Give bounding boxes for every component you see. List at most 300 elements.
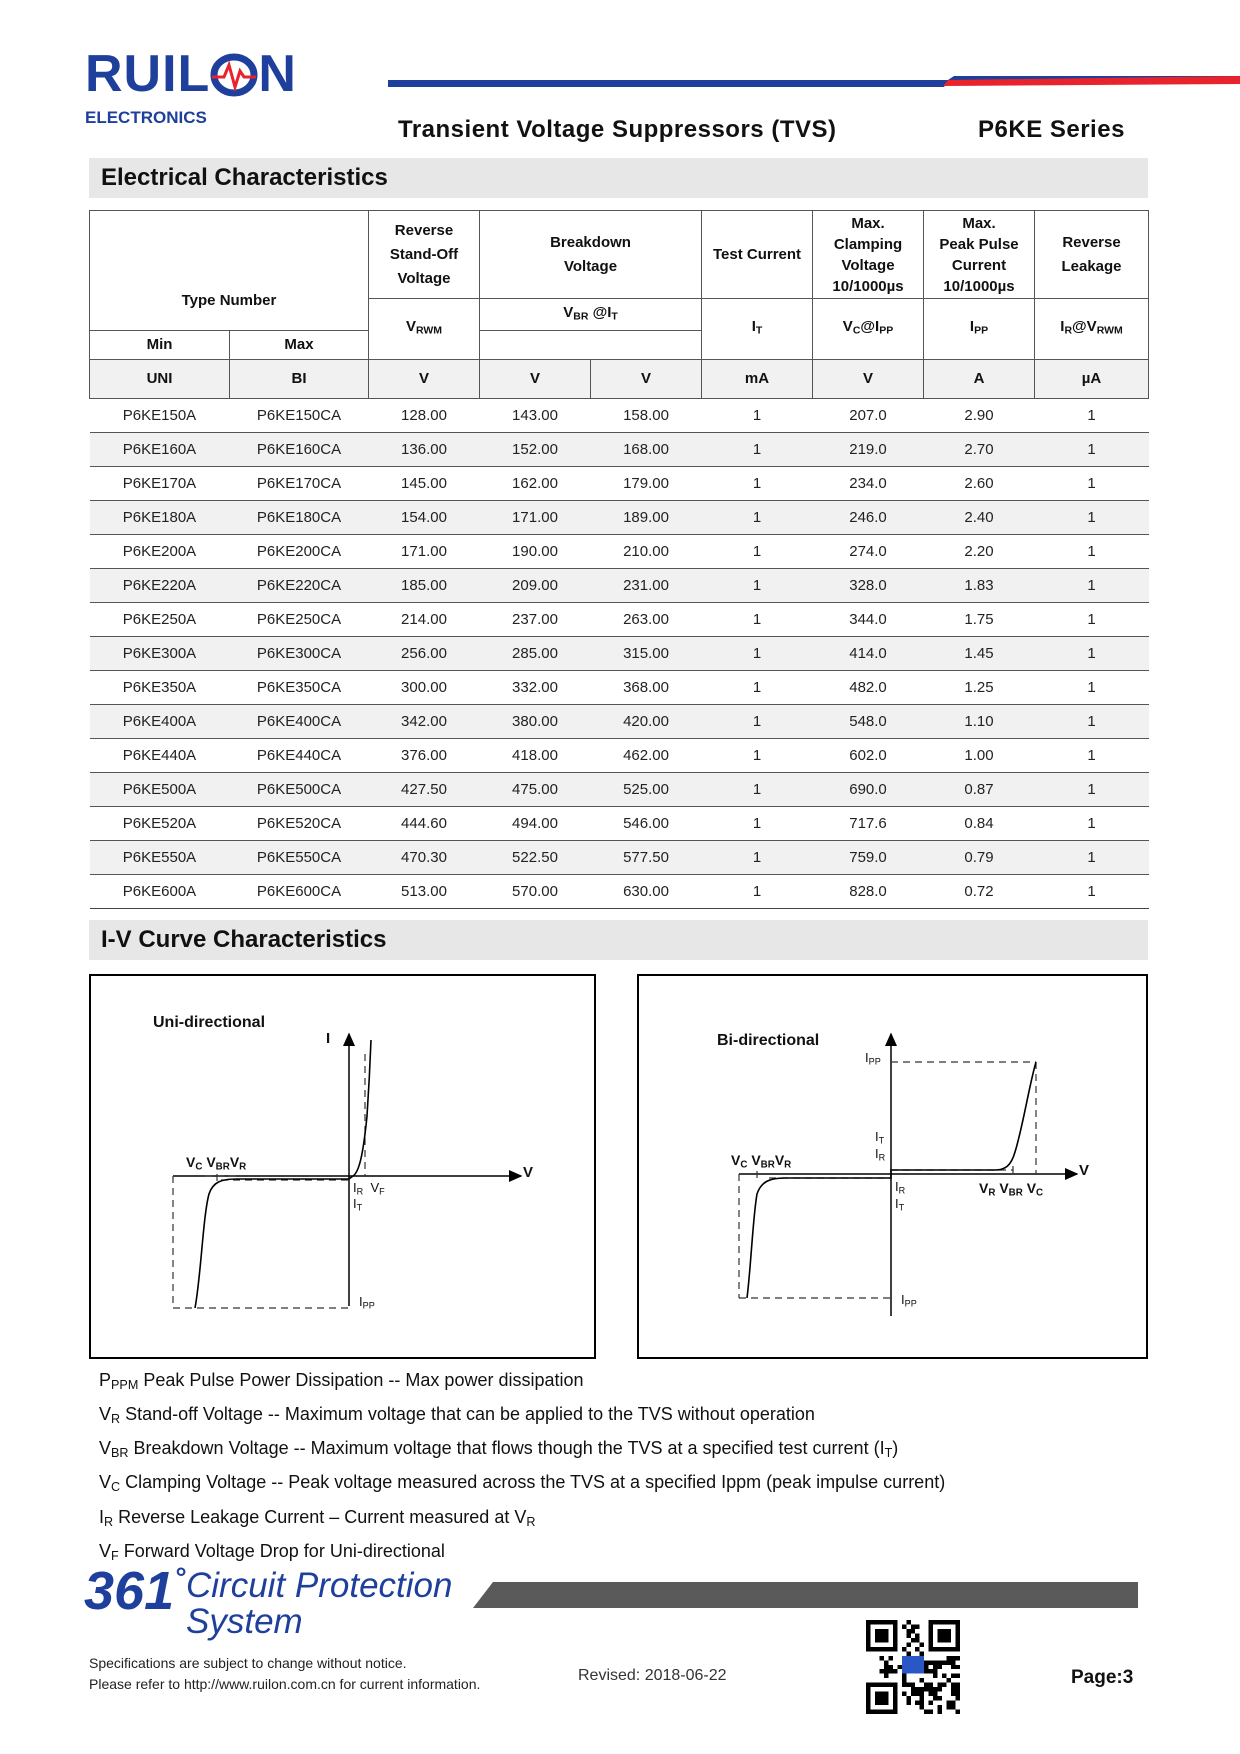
units-row xyxy=(90,360,1149,399)
bi-ir-sub: R xyxy=(898,1185,906,1196)
table-cell: 0.87 xyxy=(924,773,1035,807)
table-cell: 1 xyxy=(1035,773,1149,807)
table-cell: 274.0 xyxy=(813,535,924,569)
table-cell: P6KE250CA xyxy=(230,603,369,637)
uni-vr-sub: R xyxy=(239,1161,247,1173)
bi-vr: V xyxy=(774,1152,785,1168)
revised-date: Revised: 2018-06-22 xyxy=(578,1667,727,1684)
table-cell: 1 xyxy=(1035,501,1149,535)
h-cl-2: Clamping xyxy=(833,235,903,253)
table-cell: 0.72 xyxy=(924,875,1035,909)
bi-vbr-sub: BR xyxy=(760,1159,775,1171)
definition-text: Breakdown Voltage -- Maximum voltage that flows though the TVS at a specified test current ( xyxy=(128,1438,880,1459)
h-tc: Test Current xyxy=(712,245,802,263)
table-cell: 1.45 xyxy=(924,637,1035,671)
uni-vc-vbr-vr xyxy=(186,1154,246,1172)
table-cell: 231.00 xyxy=(591,569,702,603)
table-cell: 1 xyxy=(702,637,813,671)
table-cell: 168.00 xyxy=(591,433,702,467)
bi-ir: I xyxy=(895,1179,899,1194)
bi-it-sub: T xyxy=(898,1202,905,1213)
table-cell: 210.00 xyxy=(591,535,702,569)
footer-note xyxy=(89,1653,480,1695)
table-cell: 1 xyxy=(1035,841,1149,875)
bi-vc-right-sub: C xyxy=(1036,1187,1044,1199)
table-cell: 570.00 xyxy=(480,875,591,909)
table-cell: 171.00 xyxy=(480,501,591,535)
sym-ipp-main: I xyxy=(969,318,975,336)
table-cell: 470.30 xyxy=(369,841,480,875)
table-cell: 1 xyxy=(1035,705,1149,739)
table-cell: 1 xyxy=(1035,875,1149,909)
sym-ipp-sub: PP xyxy=(974,324,989,337)
table-cell: 1 xyxy=(702,807,813,841)
table-cell: P6KE170A xyxy=(90,467,230,501)
table-cell: P6KE150A xyxy=(90,399,230,433)
bi-vbr-right-sub: BR xyxy=(1008,1187,1023,1199)
bi-vr-right: V xyxy=(979,1180,989,1196)
table-cell: 344.0 xyxy=(813,603,924,637)
h-lk-1: Reverse xyxy=(1062,233,1121,251)
footer-note-line2: Please refer to http://www.ruilon.com.cn for current information. xyxy=(89,1676,481,1692)
bi-ir-top: I xyxy=(875,1146,879,1162)
sym-it-main: I xyxy=(751,318,756,336)
table-cell: 1 xyxy=(702,399,813,433)
table-cell: 577.50 xyxy=(591,841,702,875)
definition-sym: P xyxy=(99,1370,112,1390)
table-cell: P6KE400CA xyxy=(230,705,369,739)
table-cell: 427.50 xyxy=(369,773,480,807)
section-electrical-title: Electrical Characteristics xyxy=(89,158,1148,198)
table-cell: P6KE220CA xyxy=(230,569,369,603)
table-row xyxy=(90,603,1149,637)
header-breakdown xyxy=(480,211,702,299)
table-row xyxy=(90,535,1149,569)
bi-ipp xyxy=(901,1292,917,1308)
footer-logo-number: 361 xyxy=(84,1561,175,1621)
table-row xyxy=(90,807,1149,841)
table-row xyxy=(90,705,1149,739)
table-cell: 1 xyxy=(702,875,813,909)
brand-logo xyxy=(85,46,297,102)
table-cell: 368.00 xyxy=(591,671,702,705)
table-cell: 263.00 xyxy=(591,603,702,637)
table-cell: 1 xyxy=(1035,603,1149,637)
bi-vr-sub: R xyxy=(784,1159,792,1171)
h-cl-3: Voltage xyxy=(841,256,895,274)
table-cell: 143.00 xyxy=(480,399,591,433)
table-row xyxy=(90,773,1149,807)
sym-ir-main: I xyxy=(1060,318,1065,336)
table-cell: 690.0 xyxy=(813,773,924,807)
table-cell: 1.83 xyxy=(924,569,1035,603)
footer-logo-361 xyxy=(84,1548,185,1621)
sym-vc-pp: PP xyxy=(879,324,894,337)
table-cell: P6KE300CA xyxy=(230,637,369,671)
definition-text: Clamping Voltage -- Peak voltage measured across the TVS at a specified Ippm (peak impulse current) xyxy=(120,1472,946,1493)
table-cell: 237.00 xyxy=(480,603,591,637)
header-peak-pulse xyxy=(924,211,1035,299)
table-cell: 376.00 xyxy=(369,739,480,773)
table-cell: 2.40 xyxy=(924,501,1035,535)
bi-ipp-top-sub: PP xyxy=(868,1056,881,1067)
table-cell: 548.0 xyxy=(813,705,924,739)
definition-sub: BR xyxy=(111,1446,129,1461)
sym-ir-at: @V xyxy=(1072,318,1097,336)
document-title: Transient Voltage Suppressors (TVS) xyxy=(398,116,837,143)
brand-name-left: RUIL xyxy=(85,45,211,103)
header-leakage xyxy=(1035,211,1149,299)
table-cell: 418.00 xyxy=(480,739,591,773)
uni-vr: V xyxy=(229,1154,240,1170)
table-cell: 256.00 xyxy=(369,637,480,671)
bi-ipp-top-main: I xyxy=(865,1050,869,1065)
table-cell: 717.6 xyxy=(813,807,924,841)
uni-vf: V xyxy=(370,1180,380,1195)
table-cell: 513.00 xyxy=(369,875,480,909)
electrical-characteristics-table xyxy=(89,210,1149,909)
table-row xyxy=(90,739,1149,773)
table-cell: 1 xyxy=(702,569,813,603)
section-iv-title: I-V Curve Characteristics xyxy=(89,920,1148,960)
bi-v-label: V xyxy=(1079,1162,1090,1179)
bi-it: I xyxy=(895,1196,899,1212)
table-cell: P6KE600A xyxy=(90,875,230,909)
table-cell: P6KE400A xyxy=(90,705,230,739)
table-cell: P6KE150CA xyxy=(230,399,369,433)
table-cell: 1 xyxy=(1035,399,1149,433)
sym-vrwm-sub: RWM xyxy=(415,324,443,337)
table-cell: 285.00 xyxy=(480,637,591,671)
table-cell: P6KE250A xyxy=(90,603,230,637)
h-pp-2: Peak Pulse xyxy=(939,235,1019,253)
table-cell: P6KE520A xyxy=(90,807,230,841)
uni-i-label: I xyxy=(326,1030,331,1047)
definition-sub: C xyxy=(111,1480,121,1495)
definition-item xyxy=(99,1366,945,1400)
table-cell: P6KE180CA xyxy=(230,501,369,535)
table-cell: 1 xyxy=(1035,467,1149,501)
table-cell: 158.00 xyxy=(591,399,702,433)
table-cell: 1 xyxy=(702,501,813,535)
uni-vc-sub: C xyxy=(195,1161,203,1173)
table-cell: P6KE440A xyxy=(90,739,230,773)
table-cell: 185.00 xyxy=(369,569,480,603)
table-cell: 1.00 xyxy=(924,739,1035,773)
table-row xyxy=(90,671,1149,705)
footer-logo-line2: System xyxy=(186,1602,303,1641)
table-cell: 420.00 xyxy=(591,705,702,739)
h-rso-3: Voltage xyxy=(397,269,451,287)
table-cell: 1 xyxy=(702,603,813,637)
definition-tail-sym: I xyxy=(879,1438,885,1459)
sym-ipp xyxy=(924,299,1035,360)
bi-ipp-main: I xyxy=(901,1292,905,1307)
uni-ipp-sub: PP xyxy=(362,1300,375,1311)
table-cell: P6KE200A xyxy=(90,535,230,569)
header-min: Min xyxy=(90,331,230,360)
unit-cell: UNI xyxy=(90,360,230,399)
unit-cell: A xyxy=(924,360,1035,399)
table-cell: 207.0 xyxy=(813,399,924,433)
sym-vbr-sub: BR xyxy=(573,310,589,323)
bi-ipp-sub: PP xyxy=(904,1298,917,1309)
bi-vc-vbr-vr xyxy=(731,1152,791,1170)
header-max: Max xyxy=(230,331,369,360)
definition-text: Reverse Leakage Current – Current measured at xyxy=(113,1506,515,1527)
footer-logo-line1: Circuit Protection xyxy=(186,1566,453,1605)
table-cell: 246.0 xyxy=(813,501,924,535)
definition-sym: V xyxy=(99,1404,112,1425)
table-cell: 1 xyxy=(702,433,813,467)
table-cell: 1.10 xyxy=(924,705,1035,739)
table-row xyxy=(90,501,1149,535)
bi-vc: V xyxy=(731,1152,741,1168)
table-cell: 1 xyxy=(702,671,813,705)
table-cell: 1 xyxy=(702,705,813,739)
table-cell: P6KE160A xyxy=(90,433,230,467)
table-cell: 380.00 xyxy=(480,705,591,739)
definition-item xyxy=(99,1468,945,1502)
page-number: Page:3 xyxy=(1071,1667,1134,1688)
table-row xyxy=(90,841,1149,875)
bi-it-top-sub: T xyxy=(878,1135,885,1146)
definition-text: Peak Pulse Power Dissipation -- Max power dissipation xyxy=(138,1370,584,1390)
table-cell: 1 xyxy=(1035,433,1149,467)
uni-ir-sub: R xyxy=(356,1186,364,1197)
h-rso-2: Stand-Off xyxy=(389,245,459,263)
unit-cell: V xyxy=(480,360,591,399)
table-cell: 1 xyxy=(702,773,813,807)
table-cell: 1 xyxy=(702,535,813,569)
table-cell: 759.0 xyxy=(813,841,924,875)
uni-it-sub: T xyxy=(356,1202,363,1213)
table-cell: 128.00 xyxy=(369,399,480,433)
table-cell: 602.0 xyxy=(813,739,924,773)
footer-logo-text xyxy=(186,1568,452,1640)
header-accent-bar xyxy=(388,76,1240,92)
table-cell: P6KE550CA xyxy=(230,841,369,875)
h-rso-1: Reverse xyxy=(394,221,454,239)
table-cell: 1 xyxy=(702,739,813,773)
definitions-list xyxy=(99,1366,945,1571)
table-cell: 219.0 xyxy=(813,433,924,467)
table-cell: 1.75 xyxy=(924,603,1035,637)
footer-logo-degree: ° xyxy=(174,1562,186,1593)
sym-vbr-t: T xyxy=(611,310,618,323)
bi-ir-it xyxy=(895,1180,905,1215)
table-cell: 152.00 xyxy=(480,433,591,467)
definition-text: Stand-off Voltage -- Maximum voltage that can be applied to the TVS without operation xyxy=(120,1404,815,1425)
table-cell: P6KE160CA xyxy=(230,433,369,467)
table-cell: 332.00 xyxy=(480,671,591,705)
definition-tail-end: ) xyxy=(892,1438,899,1459)
uni-title: Uni-directional xyxy=(153,1014,266,1031)
brand-name-right: N xyxy=(258,45,297,103)
table-cell: 482.0 xyxy=(813,671,924,705)
table-cell: 1 xyxy=(702,467,813,501)
table-cell: 1 xyxy=(702,841,813,875)
sym-ir-rwm: RWM xyxy=(1096,324,1123,337)
table-cell: 162.00 xyxy=(480,467,591,501)
table-cell: P6KE350CA xyxy=(230,671,369,705)
table-cell: P6KE300A xyxy=(90,637,230,671)
uni-ipp xyxy=(359,1294,375,1310)
table-row xyxy=(90,569,1149,603)
h-pp-1: Max. xyxy=(962,214,996,232)
definition-sym: I xyxy=(99,1506,105,1527)
table-cell: 630.00 xyxy=(591,875,702,909)
uni-vbr: V xyxy=(206,1154,216,1170)
table-cell: P6KE170CA xyxy=(230,467,369,501)
uni-dashed-guides xyxy=(173,1054,365,1308)
unit-cell: mA xyxy=(702,360,813,399)
table-cell: P6KE550A xyxy=(90,841,230,875)
header-reverse-standoff xyxy=(369,211,480,299)
table-cell: P6KE220A xyxy=(90,569,230,603)
h-pp-4: 10/1000µs xyxy=(943,277,1015,295)
uni-ir-vf xyxy=(353,1180,385,1196)
uni-vbr-sub: BR xyxy=(215,1161,230,1173)
table-row xyxy=(90,399,1149,433)
table-cell: 2.70 xyxy=(924,433,1035,467)
h-bd-2: Voltage xyxy=(563,257,618,275)
sym-vc-at: @I xyxy=(860,318,880,336)
table-cell: 0.84 xyxy=(924,807,1035,841)
table-cell: P6KE500A xyxy=(90,773,230,807)
bi-ir-top-sub: R xyxy=(878,1152,886,1163)
sym-vrwm xyxy=(369,299,480,360)
table-cell: 300.00 xyxy=(369,671,480,705)
uni-it xyxy=(353,1196,362,1212)
iv-bi-diagram xyxy=(637,974,1148,1359)
table-cell: 1 xyxy=(1035,671,1149,705)
iv-bi-svg xyxy=(639,976,1150,1361)
table-cell: 1.25 xyxy=(924,671,1035,705)
definition-sub: R xyxy=(104,1514,114,1529)
bi-title: Bi-directional xyxy=(717,1032,820,1049)
bi-vbr: V xyxy=(751,1152,761,1168)
brand-subtitle: ELECTRONICS xyxy=(85,108,207,127)
table-cell: 525.00 xyxy=(591,773,702,807)
table-cell: 494.00 xyxy=(480,807,591,841)
h-cl-1: Max. xyxy=(851,214,885,232)
uni-iv-curve xyxy=(195,1040,371,1308)
table-cell: 179.00 xyxy=(591,467,702,501)
uni-vc: V xyxy=(186,1154,196,1170)
table-cell: 171.00 xyxy=(369,535,480,569)
h-lk-2: Leakage xyxy=(1061,257,1122,275)
uni-ipp-main: I xyxy=(359,1294,363,1309)
bi-vc-sub: C xyxy=(740,1159,748,1171)
bi-it-top: I xyxy=(875,1129,879,1144)
type-number-label: Type Number xyxy=(181,291,277,309)
uni-ir: I xyxy=(353,1180,357,1195)
table-cell: P6KE200CA xyxy=(230,535,369,569)
sym-vbr-main: V xyxy=(563,303,574,321)
h-cl-4: 10/1000µs xyxy=(832,277,904,295)
table-cell: 214.00 xyxy=(369,603,480,637)
iv-uni-svg xyxy=(91,976,598,1361)
table-cell: 444.60 xyxy=(369,807,480,841)
uni-vf-sub: F xyxy=(379,1186,385,1197)
definition-text: Forward Voltage Drop for Uni-directional xyxy=(118,1540,445,1561)
sym-it-sub: T xyxy=(755,324,763,337)
document-series: P6KE Series xyxy=(978,116,1125,143)
sym-vc-sub: C xyxy=(852,324,861,337)
definition-sub: R xyxy=(111,1412,121,1427)
table-cell: P6KE180A xyxy=(90,501,230,535)
logo-pulse-icon xyxy=(210,52,258,96)
table-cell: P6KE500CA xyxy=(230,773,369,807)
qr-code-icon xyxy=(866,1620,960,1714)
table-cell: 1 xyxy=(1035,569,1149,603)
definition-item xyxy=(99,1503,945,1537)
unit-cell: V xyxy=(591,360,702,399)
h-pp-3: Current xyxy=(951,256,1007,274)
table-cell: 522.50 xyxy=(480,841,591,875)
table-cell: 828.0 xyxy=(813,875,924,909)
table-cell: 189.00 xyxy=(591,501,702,535)
bi-it-ir-top xyxy=(875,1130,885,1165)
footer-gray-bar xyxy=(473,1582,1138,1608)
sym-vrwm-main: V xyxy=(405,318,416,336)
definition-sub: PPM xyxy=(111,1378,139,1393)
table-cell: 315.00 xyxy=(591,637,702,671)
table-cell: 1 xyxy=(1035,535,1149,569)
table-row xyxy=(90,467,1149,501)
table-cell: P6KE600CA xyxy=(230,875,369,909)
table-cell: 154.00 xyxy=(369,501,480,535)
definition-sym: V xyxy=(99,1540,112,1561)
definition-item xyxy=(99,1400,945,1434)
table-cell: 2.20 xyxy=(924,535,1035,569)
header-clamping xyxy=(813,211,924,299)
definition-sub: F xyxy=(111,1548,119,1563)
table-row xyxy=(90,875,1149,909)
table-cell: 546.00 xyxy=(591,807,702,841)
sym-vbr-at: @I xyxy=(588,303,612,321)
table-cell: 475.00 xyxy=(480,773,591,807)
table-cell: 328.0 xyxy=(813,569,924,603)
iv-uni-diagram xyxy=(89,974,596,1359)
table-cell: 1 xyxy=(1035,637,1149,671)
table-cell: 1 xyxy=(1035,739,1149,773)
bi-vbr-right: V xyxy=(999,1180,1009,1196)
bi-vr-vbr-vc-right xyxy=(979,1180,1043,1198)
sym-ir-sub: R xyxy=(1064,324,1073,337)
electrical-table-body xyxy=(90,399,1149,909)
table-cell: 0.79 xyxy=(924,841,1035,875)
definition-tail-sym: V xyxy=(514,1506,527,1527)
table-cell: P6KE350A xyxy=(90,671,230,705)
sym-ir xyxy=(1035,299,1149,360)
table-cell: 414.0 xyxy=(813,637,924,671)
definition-tail-sub: R xyxy=(526,1514,536,1529)
table-cell: 2.90 xyxy=(924,399,1035,433)
table-cell: 1 xyxy=(1035,807,1149,841)
table-row xyxy=(90,433,1149,467)
table-cell: 462.00 xyxy=(591,739,702,773)
h-bd-1: Breakdown xyxy=(550,233,631,251)
unit-cell: V xyxy=(369,360,480,399)
header-test-current xyxy=(702,211,813,299)
unit-cell: µA xyxy=(1035,360,1149,399)
sym-vc-main: V xyxy=(842,318,853,336)
unit-cell: V xyxy=(813,360,924,399)
table-cell: 145.00 xyxy=(369,467,480,501)
table-cell: 342.00 xyxy=(369,705,480,739)
